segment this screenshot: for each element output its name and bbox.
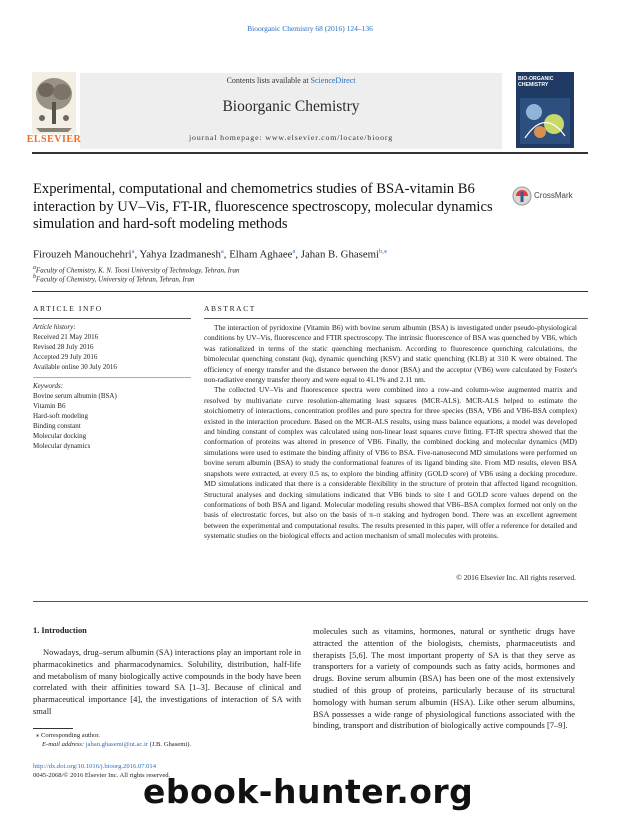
email-suffix: (J.B. Ghasemi).	[148, 741, 192, 748]
keyword-item: Molecular docking	[33, 432, 87, 440]
affiliation-text: Faculty of Chemistry, University of Tehran, Tehran, Iran	[35, 275, 195, 284]
issn-line: 0045-2068/© 2016 Elsevier Inc. All rights reserved.	[33, 772, 171, 779]
header-rule	[32, 152, 588, 154]
homepage-prefix: journal homepage:	[188, 133, 266, 142]
email-label: E-mail address:	[42, 741, 86, 748]
history-item: Accepted 29 July 2016	[33, 353, 98, 361]
corresponding-author-note: ⁎ Corresponding author.	[36, 732, 100, 739]
intro-paragraph: Nowadays, drug–serum albumin (SA) interactions play an important role in pharmacokinetics and pharmacodynamics. Solubility, distribution, half-life and metabolism of many biologically active compounds in the body have been correlated with their affinities toward SA [1–3]. Because of clinical and pharmaceutical importance [4], the investigations of interaction of SA with small	[33, 647, 301, 716]
author-sup[interactable]: b,⁎	[379, 248, 388, 255]
affiliation-b	[33, 274, 194, 283]
abstract-heading: ABSTRACT	[204, 304, 256, 313]
affiliation-a	[33, 265, 240, 274]
abstract-rule	[204, 318, 588, 319]
cover-title-line2: CHEMISTRY	[518, 82, 549, 88]
keyword-item: Vitamin B6	[33, 402, 66, 410]
doi-link[interactable]: http://dx.doi.org/10.1016/j.bioorg.2016.07.014	[33, 763, 157, 770]
author-separator: ,	[134, 248, 140, 261]
affiliation-sup: b	[33, 274, 36, 280]
crossmark-badge[interactable]	[512, 186, 572, 206]
author-name: Firouzeh Manouchehri	[33, 248, 132, 261]
history-item: Received 21 May 2016	[33, 333, 99, 341]
keywords-list	[33, 391, 193, 451]
intro-right-column	[313, 626, 575, 732]
author-name: Elham Aghaee	[229, 248, 293, 261]
abstract-copyright: © 2016 Elsevier Inc. All rights reserved.	[456, 573, 576, 582]
history-item: Available online 30 July 2016	[33, 363, 117, 371]
affiliation-text: Faculty of Chemistry, K. N. Toosi University of Technology, Tehran, Iran	[35, 266, 240, 275]
intro-heading: 1. Introduction	[33, 626, 87, 635]
author-list	[33, 247, 533, 261]
email-footnote	[42, 741, 191, 748]
journal-title: Bioorganic Chemistry	[222, 98, 360, 115]
article-title: Experimental, computational and chemometrics studies of BSA-vitamin B6 interaction by UV–Vis, FT-IR, fluorescence spectroscopy, molecular dynamics simulation and hard-soft modeling methods	[33, 181, 493, 232]
author-name: Yahya Izadmanesh	[139, 248, 221, 261]
history-list	[33, 332, 193, 372]
keyword-item: Binding constant	[33, 422, 81, 430]
contents-line	[80, 76, 502, 85]
history-item: Revised 28 July 2016	[33, 343, 94, 351]
history-label: Article history:	[33, 323, 76, 331]
affiliation-sup: a	[33, 265, 36, 271]
cover-title	[518, 76, 572, 88]
homepage-link[interactable]: www.elsevier.com/locate/bioorg	[265, 133, 394, 142]
author-sup[interactable]: a	[292, 248, 296, 255]
author-separator: ,	[223, 248, 230, 261]
cover-artwork	[520, 98, 570, 144]
elsevier-wordmark: ELSEVIER	[26, 134, 82, 145]
abstract-paragraph: The collected UV–Vis and fluorescence spectra were combined into a row-and column-wise augmented matrix and resolved by multivariate curve resolution-alternating least squares (MCR-ALS). MCR-ALS helped to estimate the stoichiometry of interactions, concentration profiles and pure spectra for three species (BSA, VB6 and VB6-BSA complex) existed in the interaction procedure. Based on the MCR-ALS results, using mass balance equations, a model was developed and binding constant of complex was calculated using non-linear least squares curve fitting. FT-IR spectra showed that the conformation of proteins was altered in presence of VB6. Finally, the combined docking and molecular dynamics (MD) simulations were used to estimate the binding affinity of VB6 to BSA. Five-nanosecond MD simulations were performed on bovine serum albumin (BSA) to study the conformational features of its ligand binding site. From MD results, eleven BSA snapshots were extracted, at every 0.5 ns, to explore the binding affinity (GOLD score) of VB6 using a docking procedure. MD simulations indicated that there is a considerable flexibility in the structure of protein that affected ligand recognition. Structural analyses and docking simulations indicated that VB6 binds to site I and GOLD score values depend on the conformations of both BSA and ligand. Molecular modeling results showed that VB6–BSA complex formed not only on the basis of electrostatic forces, but also on the basis of π–π staking and hydrogen bond. There was an excellent agreement between the experimental and computational results. The results presented in this paper, will offer a reference for detailed and systematic studies on the biological effects and action mechanism of small molecules with proteins.	[204, 385, 577, 541]
keyword-item: Bovine serum albumin (BSA)	[33, 392, 117, 400]
keywords-rule	[33, 377, 191, 378]
keywords-label: Keywords:	[33, 382, 64, 390]
crossmark-icon	[512, 186, 532, 206]
cover-title-line1: BIO-ORGANIC	[518, 76, 554, 82]
author-name: Jahan B. Ghasemi	[300, 248, 380, 261]
abstract-bottom-rule	[33, 601, 588, 602]
journal-homepage	[80, 133, 502, 142]
intro-paragraph: molecules such as vitamins, hormones, natural or synthetic drugs have attracted the attention of the biologists, chemists, pharmaceutists and therapists [5,6]. The most important property of SA is that they serve as transporters for a variety of compounds such as fatty acids, hormones and drugs. Bovine serum albumin (BSA) has been one of the most extensively studied of this group of proteins, particularly because of its structural homology with human serum albumin (HSA). Like other serum albumins, BSA possesses a wide range of physiological functions associated with the binding, transport and distribution of biologically active compounds [7–9].	[313, 626, 575, 731]
abstract-body	[204, 323, 577, 542]
elsevier-tree-logo	[32, 72, 76, 138]
journal-citation[interactable]: Bioorganic Chemistry 68 (2016) 124–136	[247, 24, 373, 33]
author-sup[interactable]: a	[131, 248, 135, 255]
article-info-rule	[33, 318, 191, 319]
author-sup[interactable]: a	[220, 248, 224, 255]
footnote-rule	[33, 728, 73, 729]
affiliation-rule	[32, 291, 588, 292]
abstract-paragraph: The interaction of pyridoxine (Vitamin B6) with bovine serum albumin (BSA) is investigated under pseudo-physiological conditions by UV–Vis, fluorescence and FTIR spectroscopy. The intrinsic fluorescence of BSA was quenched by VB6, which was rationalized in terms of the static quenching mechanism. According to fluorescence quenching calculations, the bimolecular quenching constant (kq), dynamic quenching (KSV) and static quenching (KLB) at 310 K were obtained. The efficiency of energy transfer and the distance between the donor (BSA) and the acceptor (VB6) were calculated by Foster's non-radiative energy transfer theory and were equal to 41.1% and 2.11 nm.	[204, 323, 577, 385]
author-separator: ,	[295, 248, 301, 261]
article-info-heading: ARTICLE INFO	[33, 304, 103, 313]
intro-left-column	[33, 647, 301, 718]
keyword-item: Hard-soft modeling	[33, 412, 89, 420]
contents-prefix: Contents lists available at	[226, 76, 311, 85]
email-link[interactable]: jahan.ghasemi@ut.ac.ir	[85, 741, 148, 748]
keyword-item: Molecular dynamics	[33, 442, 91, 450]
sciencedirect-link[interactable]: ScienceDirect	[310, 76, 356, 85]
crossmark-label: CrossMark	[534, 191, 573, 200]
watermark-text: ebook-hunter.org	[143, 772, 474, 811]
